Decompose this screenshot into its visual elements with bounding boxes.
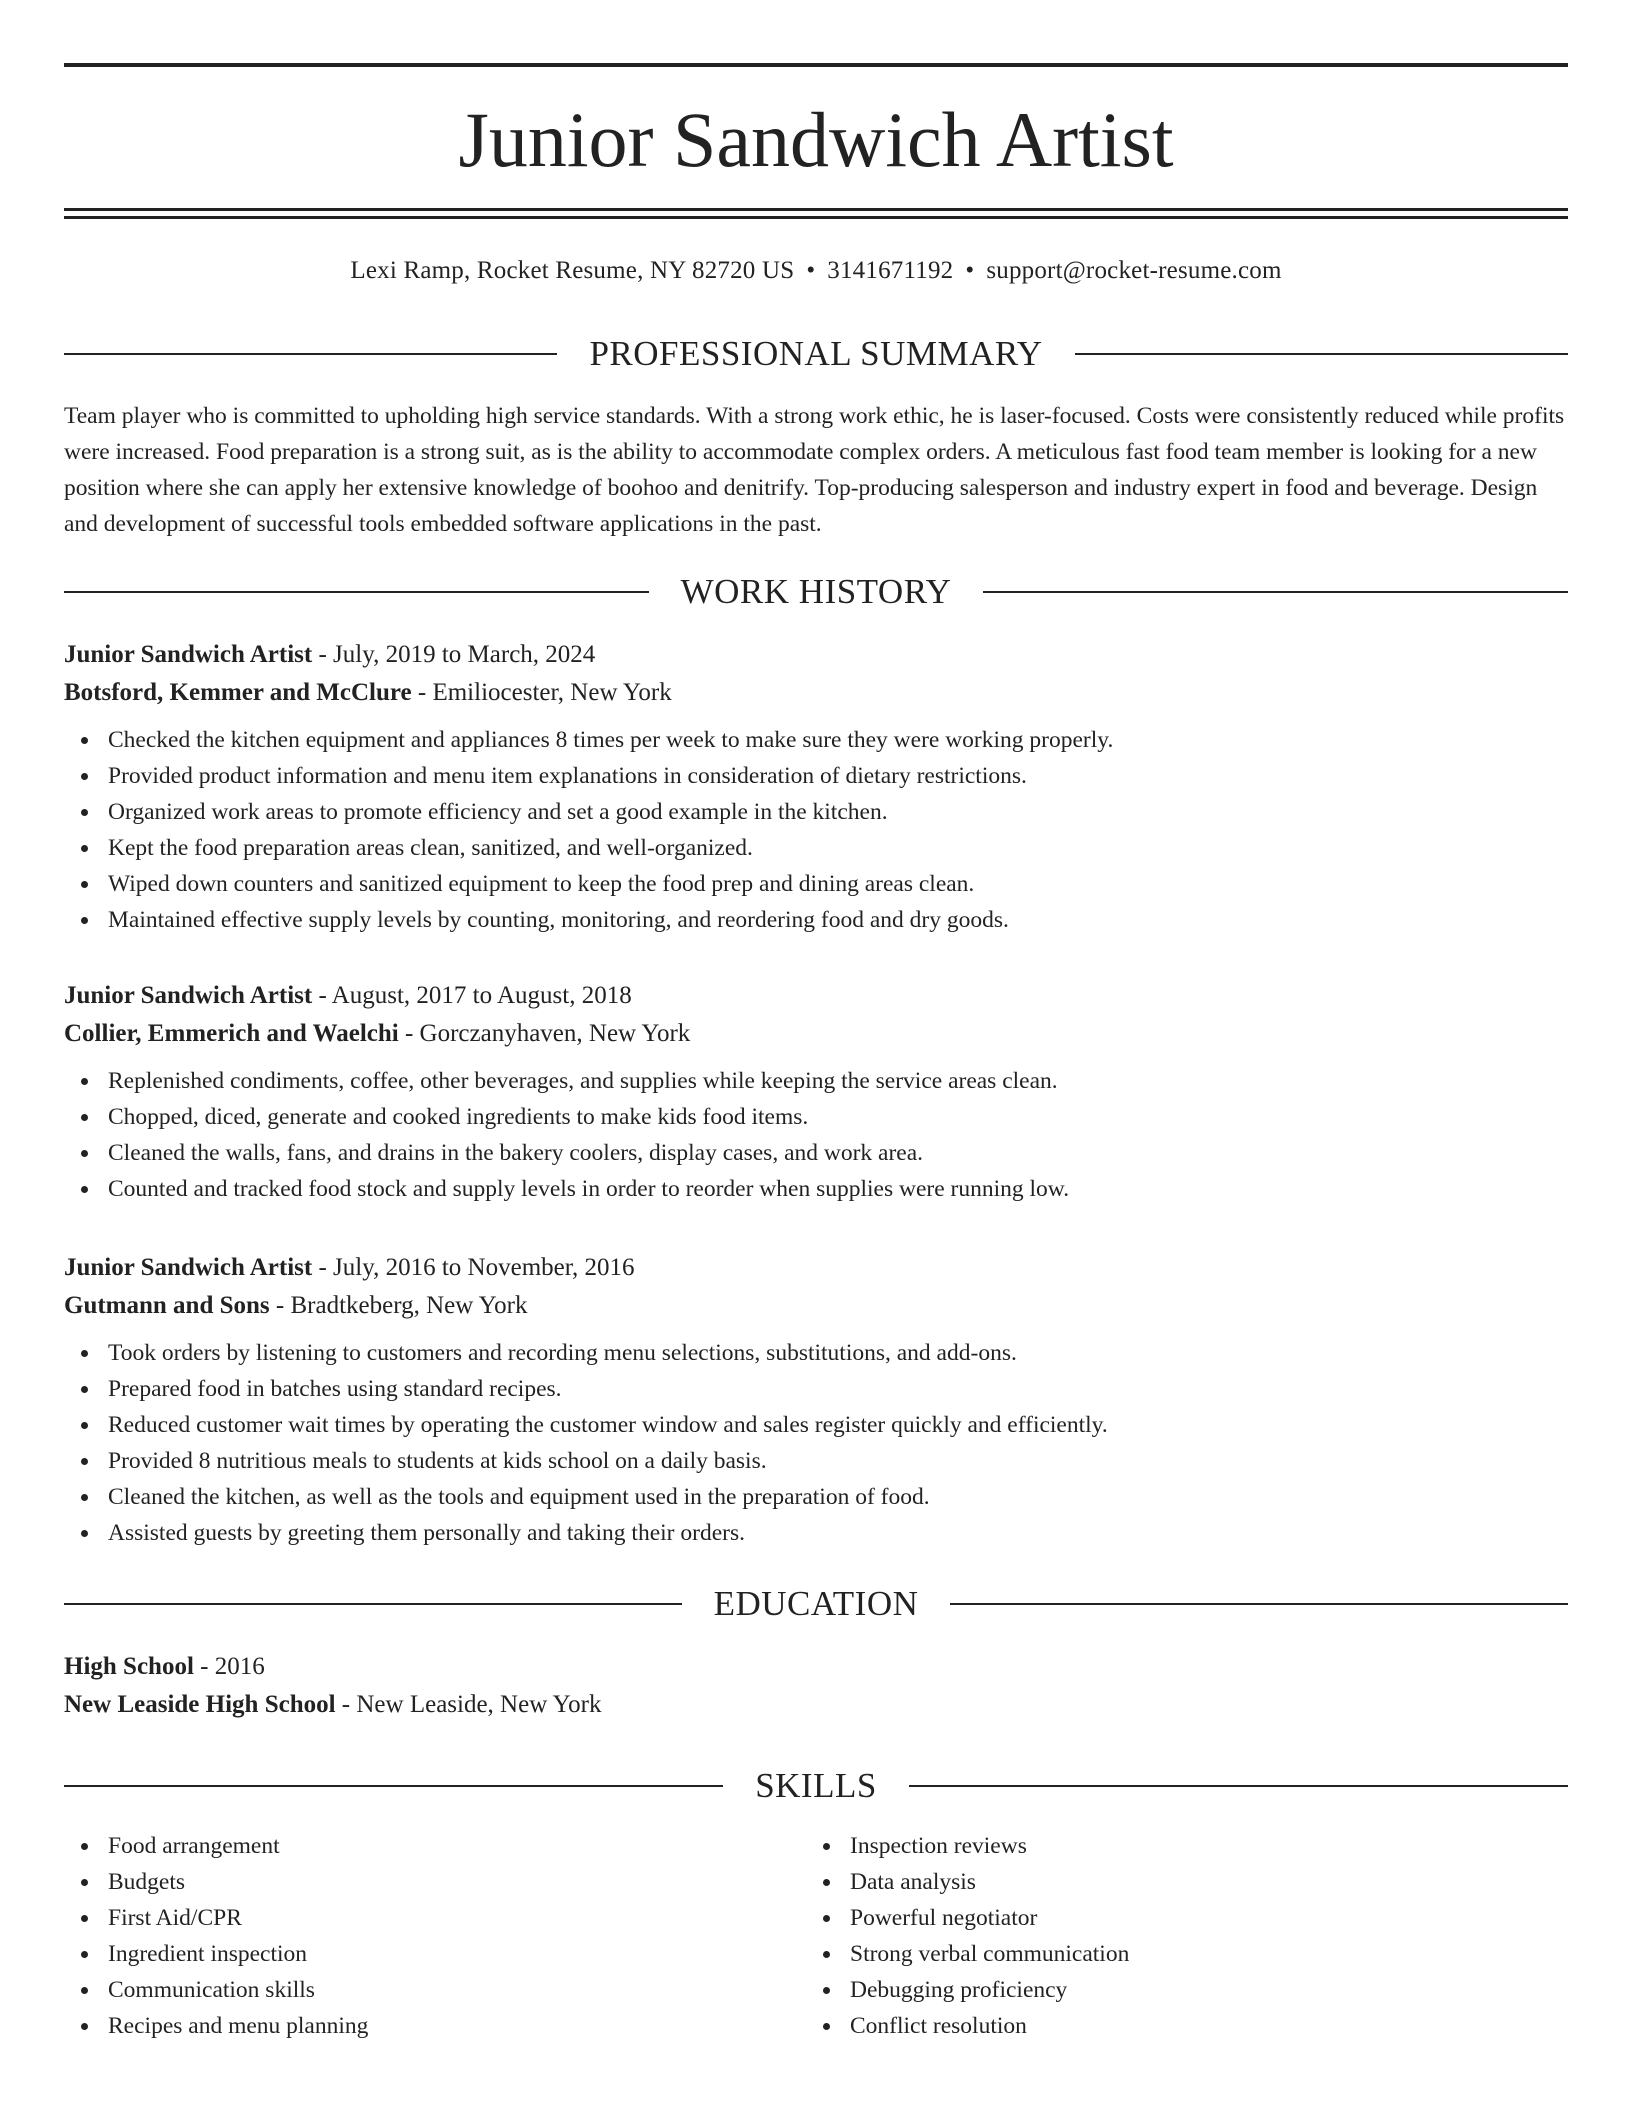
job-dates: - July, 2019 to March, 2024: [312, 641, 596, 668]
list-item-text: Provided 8 nutritious meals to students at kids school on a daily basis.: [108, 1448, 767, 1474]
list-item: [64, 1900, 806, 1936]
skill-text: Strong verbal communication: [850, 1941, 1130, 1967]
job-entry-1: [64, 636, 1568, 938]
education-degree-line: [64, 1648, 1568, 1686]
list-item: [64, 1171, 1568, 1207]
job-duties-list: [64, 1063, 1568, 1207]
list-item: [64, 1063, 1568, 1099]
list-item-text: Kept the food preparation areas clean, sanitized, and well-organized.: [108, 835, 753, 861]
list-item-text: Provided product information and menu item explanations in consideration of dietary restrictions.: [108, 763, 1027, 789]
list-item: [64, 758, 1568, 794]
bullet-icon: [81, 1386, 88, 1393]
bullet-icon: [823, 1987, 830, 1994]
skill-text: First Aid/CPR: [108, 1905, 242, 1931]
bullet-icon: [81, 2023, 88, 2030]
education-degree: High School: [64, 1653, 194, 1680]
list-item: [64, 1828, 806, 1864]
education-location: - New Leaside, New York: [335, 1691, 602, 1718]
job-company: Gutmann and Sons: [64, 1292, 270, 1319]
bullet-icon: [81, 845, 88, 852]
skill-text: Powerful negotiator: [850, 1905, 1038, 1931]
bullet-icon: [81, 1458, 88, 1465]
list-item: [64, 1479, 1568, 1515]
job-entry-2: [64, 977, 1568, 1207]
skill-text: Inspection reviews: [850, 1833, 1027, 1859]
summary-heading-label: PROFESSIONAL SUMMARY: [589, 334, 1043, 373]
bullet-icon: [81, 1987, 88, 1994]
list-item-text: Replenished condiments, coffee, other beverages, and supplies while keeping the service areas clean.: [108, 1068, 1058, 1094]
job-dates: - August, 2017 to August, 2018: [312, 982, 632, 1009]
resume-name: Junior Sandwich Artist: [458, 96, 1174, 183]
heading-rule-right: [983, 591, 1568, 593]
skill-text: Ingredient inspection: [108, 1941, 308, 1967]
skill-text: Communication skills: [108, 1977, 315, 2003]
list-item-text: Wiped down counters and sanitized equipment to keep the food prep and dining areas clean.: [108, 871, 975, 897]
list-item-text: Reduced customer wait times by operating the customer window and sales register quickly and efficiently.: [108, 1412, 1108, 1438]
education-school-line: [64, 1686, 1568, 1724]
list-item: [806, 1972, 1568, 2008]
list-item: [64, 1335, 1568, 1371]
contact-email: support@rocket-resume.com: [986, 257, 1282, 284]
list-item-text: Counted and tracked food stock and supply levels in order to reorder when supplies were running low.: [108, 1176, 1070, 1202]
contact-phone: 3141671192: [827, 257, 954, 284]
work-history-heading-label: WORK HISTORY: [680, 572, 952, 611]
bullet-icon: [81, 773, 88, 780]
job-title: Junior Sandwich Artist: [64, 1254, 313, 1281]
contact-separator: •: [806, 257, 816, 284]
skill-text: Budgets: [108, 1869, 186, 1895]
job-title: Junior Sandwich Artist: [64, 641, 313, 668]
list-item-text: Checked the kitchen equipment and appliances 8 times per week to make sure they were working properly.: [108, 727, 1114, 753]
list-item: [806, 1828, 1568, 1864]
skills-heading: [64, 1764, 1568, 1808]
list-item: [64, 1407, 1568, 1443]
list-item: [64, 1135, 1568, 1171]
bullet-icon: [81, 1150, 88, 1157]
skill-text: Food arrangement: [108, 1833, 280, 1859]
heading-rule-left: [64, 591, 649, 593]
skills-column-right: [806, 1828, 1568, 2044]
skill-text: Conflict resolution: [850, 2013, 1027, 2039]
education-heading: [64, 1582, 1568, 1626]
skill-text: Debugging proficiency: [850, 1977, 1068, 2003]
job-title-line: [64, 636, 1568, 674]
heading-rule-right: [909, 1785, 1568, 1787]
bullet-icon: [823, 1915, 830, 1922]
bullet-icon: [823, 2023, 830, 2030]
work-history-heading: [64, 570, 1568, 614]
header-rule-1: [64, 208, 1568, 211]
bullet-icon: [81, 917, 88, 924]
list-item: [64, 1864, 806, 1900]
bullet-icon: [823, 1879, 830, 1886]
job-company: Botsford, Kemmer and McClure: [64, 679, 412, 706]
skills-list: [64, 1828, 1568, 2044]
list-item-text: Cleaned the kitchen, as well as the tools and equipment used in the preparation of food.: [108, 1484, 930, 1510]
job-title-line: [64, 977, 1568, 1015]
summary-heading: [64, 332, 1568, 376]
heading-rule-left: [64, 353, 557, 355]
list-item: [64, 1443, 1568, 1479]
list-item: [806, 1864, 1568, 1900]
list-item-text: Assisted guests by greeting them personally and taking their orders.: [108, 1520, 745, 1546]
education-year: - 2016: [193, 1653, 265, 1680]
bullet-icon: [81, 1422, 88, 1429]
bullet-icon: [81, 1350, 88, 1357]
bullet-icon: [81, 737, 88, 744]
bullet-icon: [81, 1114, 88, 1121]
list-item: [64, 794, 1568, 830]
list-item: [64, 1972, 806, 2008]
list-item-text: Prepared food in batches using standard recipes.: [108, 1376, 562, 1402]
list-item: [806, 1900, 1568, 1936]
bullet-icon: [81, 1494, 88, 1501]
job-duties-list: [64, 722, 1568, 938]
contact-address: Lexi Ramp, Rocket Resume, NY 82720 US: [350, 257, 795, 284]
list-item-text: Chopped, diced, generate and cooked ingredients to make kids food items.: [108, 1104, 809, 1130]
list-item-text: Organized work areas to promote efficiency and set a good example in the kitchen.: [108, 799, 888, 825]
job-entry-3: [64, 1249, 1568, 1551]
list-item-text: Cleaned the walls, fans, and drains in the bakery coolers, display cases, and work area.: [108, 1140, 924, 1166]
bullet-icon: [81, 881, 88, 888]
bullet-icon: [81, 809, 88, 816]
skill-text: Data analysis: [850, 1869, 976, 1895]
list-item: [64, 1371, 1568, 1407]
job-location: - Bradtkeberg, New York: [269, 1292, 528, 1319]
skills-heading-label: SKILLS: [755, 1766, 877, 1805]
list-item: [64, 2008, 806, 2044]
job-title: Junior Sandwich Artist: [64, 982, 313, 1009]
job-company-line: [64, 1015, 1568, 1053]
job-location: - Emiliocester, New York: [411, 679, 672, 706]
education-heading-label: EDUCATION: [713, 1584, 919, 1623]
heading-rule-right: [950, 1603, 1568, 1605]
job-company-line: [64, 674, 1568, 712]
list-item: [64, 1099, 1568, 1135]
heading-rule-right: [1075, 353, 1568, 355]
skill-text: Recipes and menu planning: [108, 2013, 369, 2039]
skills-list-left: [64, 1828, 806, 2044]
header-rule-2: [64, 216, 1568, 219]
job-company: Collier, Emmerich and Waelchi: [64, 1020, 399, 1047]
list-item: [64, 722, 1568, 758]
contact-line: [64, 254, 1568, 288]
contact-separator: •: [965, 257, 975, 284]
bullet-icon: [81, 1951, 88, 1958]
list-item: [64, 830, 1568, 866]
list-item-text: Took orders by listening to customers and recording menu selections, substitutions, and add-ons.: [108, 1340, 1017, 1366]
skills-list-right: [806, 1828, 1568, 2044]
bullet-icon: [81, 1186, 88, 1193]
job-title-line: [64, 1249, 1568, 1287]
bullet-icon: [81, 1078, 88, 1085]
list-item: [64, 1936, 806, 1972]
list-item: [806, 1936, 1568, 1972]
list-item: [64, 866, 1568, 902]
bullet-icon: [81, 1843, 88, 1850]
bullet-icon: [81, 1879, 88, 1886]
skills-column-left: [64, 1828, 806, 2044]
bullet-icon: [81, 1530, 88, 1537]
job-company-line: [64, 1287, 1568, 1325]
list-item-text: Maintained effective supply levels by counting, monitoring, and reordering food and dry goods.: [108, 907, 1009, 933]
heading-rule-left: [64, 1785, 723, 1787]
bullet-icon: [81, 1915, 88, 1922]
list-item: [64, 1515, 1568, 1551]
job-dates: - July, 2016 to November, 2016: [312, 1254, 635, 1281]
heading-rule-left: [64, 1603, 682, 1605]
summary-text: Team player who is committed to upholding high service standards. With a strong work ethic, he is laser-focused. Costs were consistently reduced while profits were increased. Food preparation is a strong suit, as is the ability to accommodate complex orders. A meticulous fast food team member is looking for a new position where she can apply her extensive knowledge of boohoo and denitrify. Top-producing salesperson and industry expert in food and beverage. Design and development of successful tools embedded software applications in the past.: [64, 403, 1565, 537]
job-duties-list: [64, 1335, 1568, 1551]
list-item: [64, 902, 1568, 938]
list-item: [806, 2008, 1568, 2044]
bullet-icon: [823, 1843, 830, 1850]
education-school: New Leaside High School: [64, 1691, 336, 1718]
job-location: - Gorczanyhaven, New York: [398, 1020, 691, 1047]
header-top-rule: [64, 63, 1568, 67]
bullet-icon: [823, 1951, 830, 1958]
education-entry: [64, 1648, 1568, 1724]
